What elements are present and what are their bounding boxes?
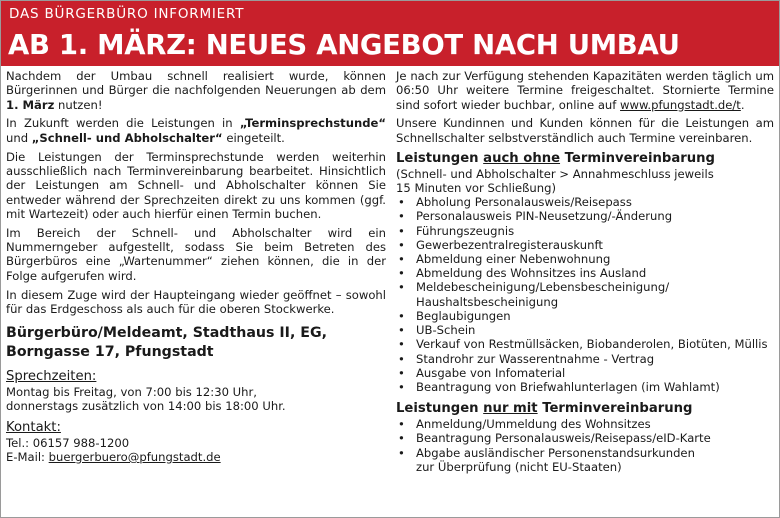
right-column (390, 69, 774, 474)
service-item (396, 337, 774, 351)
service-item (396, 195, 774, 209)
contact-title: Kontakt: (6, 419, 61, 435)
service-item-label: Beantragung Personalausweis/Reisepass/eID-Karte (416, 431, 711, 446)
address-line-2: Borngasse 17, Pfungstadt (6, 344, 214, 361)
category-terminsprechstunde: „Terminsprechstunde“ (239, 116, 386, 131)
intro-tail: nutzen! (54, 97, 103, 112)
opening-hours (6, 385, 386, 414)
customers-paragraph: Unsere Kundinnen und Kunden können für die Leistungen am Schnellschalter selbstverständlich auch Termine vereinbaren. (396, 116, 774, 145)
service-item (396, 209, 774, 223)
contact-email-link[interactable]: buergerbuero@pfungstadt.de (48, 450, 221, 465)
intro-paragraph (6, 69, 386, 112)
bullet-icon: • (398, 337, 405, 352)
section2-title-emphasis: nur mit (483, 401, 538, 417)
bullet-icon: • (398, 351, 405, 366)
service-item (396, 446, 774, 460)
service-item-label: UB-Schein (416, 323, 476, 338)
service-item (396, 266, 774, 280)
bullet-icon: • (398, 252, 405, 267)
service-item-label: Anmeldung/Ummeldung des Wohnsitzes (416, 417, 651, 432)
bullet-icon: • (398, 195, 405, 210)
service-item-continuation (396, 460, 774, 474)
service-item (396, 366, 774, 380)
address-line-1: Bürgerbüro/Meldeamt, Stadthaus II, EG, (6, 325, 327, 342)
capacity-tail: . (740, 97, 745, 112)
section1-note (396, 167, 774, 196)
service-item (396, 417, 774, 431)
bullet-icon: • (398, 379, 405, 394)
categories-tail: eingeteilt. (222, 130, 285, 145)
service-item-label: Führungszeugnis (416, 223, 515, 238)
capacity-text: Je nach zur Verfügung stehenden Kapazitäten werden täglich um 06:50 Uhr weitere Termine freigeschaltet. Stornierte Termine sind sofort wieder buchbar, online auf (396, 69, 774, 112)
bullet-icon: • (398, 237, 405, 252)
section1-note-line-2: 15 Minuten vor Schließung) (396, 180, 557, 195)
category-schnellschalter: „Schnell- und Abholschalter“ (31, 130, 223, 145)
article-headline: AB 1. MÄRZ: NEUES ANGEBOT NACH UMBAU (1, 27, 779, 66)
categories-and: und (6, 130, 32, 145)
contact-email-label: E-Mail: (6, 450, 49, 465)
hours-line-1: Montag bis Freitag, von 7:00 bis 12:30 Uhr, (6, 385, 257, 400)
service-item (396, 280, 774, 294)
service-item-label: Abmeldung einer Nebenwohnung (416, 252, 611, 267)
bullet-icon: • (398, 280, 405, 295)
bullet-icon: • (398, 308, 405, 323)
section1-title-emphasis: auch ohne (483, 150, 561, 166)
section2-title-post: Terminvereinbarung (537, 401, 693, 417)
service-item (396, 323, 774, 337)
service-item-label: Haushaltsbescheinigung (416, 294, 559, 309)
intro-date: 1. März (6, 97, 55, 112)
service-item (396, 380, 774, 394)
service-item (396, 238, 774, 252)
entrance-paragraph: In diesem Zuge wird der Haupteingang wieder geöffnet – sowohl für das Erdgeschoss als auch für die oberen Stockwerke. (6, 287, 386, 316)
service-item-label: Gewerbezentralregisterauskunft (416, 237, 603, 252)
service-item (396, 309, 774, 323)
bullet-icon: • (398, 223, 405, 238)
section1-title-pre: Leistungen (396, 150, 484, 166)
section-without-appointment-title (396, 150, 774, 167)
section2-title-pre: Leistungen (396, 401, 484, 417)
hours-title: Sprechzeiten: (6, 369, 97, 385)
services-without-appointment-list (396, 195, 774, 394)
contact-email-line (6, 450, 386, 464)
intro-text: Nachdem der Umbau schnell realisiert wurde, können Bürgerinnen und Bürger die nachfolgenden Neuerungen ab dem (6, 69, 386, 98)
service-item (396, 431, 774, 445)
service-item-label: zur Überprüfung (nicht EU-Staaten) (416, 459, 622, 474)
bullet-icon: • (398, 323, 405, 338)
service-item-label: Beglaubigungen (416, 308, 511, 323)
bullet-icon: • (398, 417, 405, 432)
booking-link[interactable]: www.pfungstadt.de/t (620, 97, 741, 112)
service-item-continuation (396, 295, 774, 309)
bullet-icon: • (398, 365, 405, 380)
categories-text: In Zukunft werden die Leistungen in (6, 116, 240, 131)
section1-title-post: Terminvereinbarung (560, 150, 715, 166)
contact-phone: Tel.: 06157 988-1200 (6, 435, 130, 450)
ticket-paragraph: Im Bereich der Schnell- und Abholschalter wird ein Nummerngeber aufgestellt, sodass Sie beim Betreten des Bürgerbüros eine „Wartenummer“ ziehen können, die in der Folge aufgerufen wird. (6, 225, 386, 283)
section-with-appointment-title (396, 400, 774, 417)
bullet-icon: • (398, 209, 405, 224)
service-item-label: Verkauf von Restmüllsäcken, Biobanderolen, Biotüten, Müllis (416, 337, 768, 352)
article-columns (1, 69, 779, 474)
bullet-icon: • (398, 431, 405, 446)
office-address (6, 324, 386, 362)
service-item-label: Standrohr zur Wasserentnahme - Vertrag (416, 351, 655, 366)
hours-line-2: donnerstags zusätzlich von 14:00 bis 18:00 Uhr. (6, 399, 286, 414)
bullet-icon: • (398, 445, 405, 460)
service-item-label: Personalausweis PIN-Neusetzung/-Änderung (416, 209, 673, 224)
service-item-label: Abgabe ausländischer Personenstandsurkunden (416, 445, 695, 460)
left-column (6, 69, 390, 474)
service-item-label: Beantragung von Briefwahlunterlagen (im Wahlamt) (416, 379, 720, 394)
bullet-icon: • (398, 266, 405, 281)
appointment-paragraph: Die Leistungen der Terminsprechstunde werden weiterhin ausschließlich nach Terminvereinbarung bearbeitet. Hinsichtlich der Leistungen am Schnell- und Abholschalter können Sie entweder während der Sprechzeiten direkt zu uns kommen (ggf. mit Wartezeit) oder auch hierfür einen Termin buchen. (6, 149, 386, 221)
contact-details (6, 436, 386, 465)
article-kicker: DAS BÜRGERBÜRO INFORMIERT (1, 1, 779, 27)
service-item-label: Abmeldung des Wohnsitzes ins Ausland (416, 266, 647, 281)
capacity-paragraph (396, 69, 774, 112)
service-item-label: Meldebescheinigung/Lebensbescheinigung/ (416, 280, 670, 295)
section1-note-line-1: (Schnell- und Abholschalter > Annahmeschluss jeweils (396, 166, 714, 181)
service-item-label: Ausgabe von Infomaterial (416, 365, 566, 380)
services-with-appointment-list (396, 417, 774, 474)
categories-paragraph (6, 116, 386, 145)
service-item (396, 252, 774, 266)
service-item (396, 224, 774, 238)
service-item-label: Abholung Personalausweis/Reisepass (416, 195, 632, 210)
service-item (396, 352, 774, 366)
